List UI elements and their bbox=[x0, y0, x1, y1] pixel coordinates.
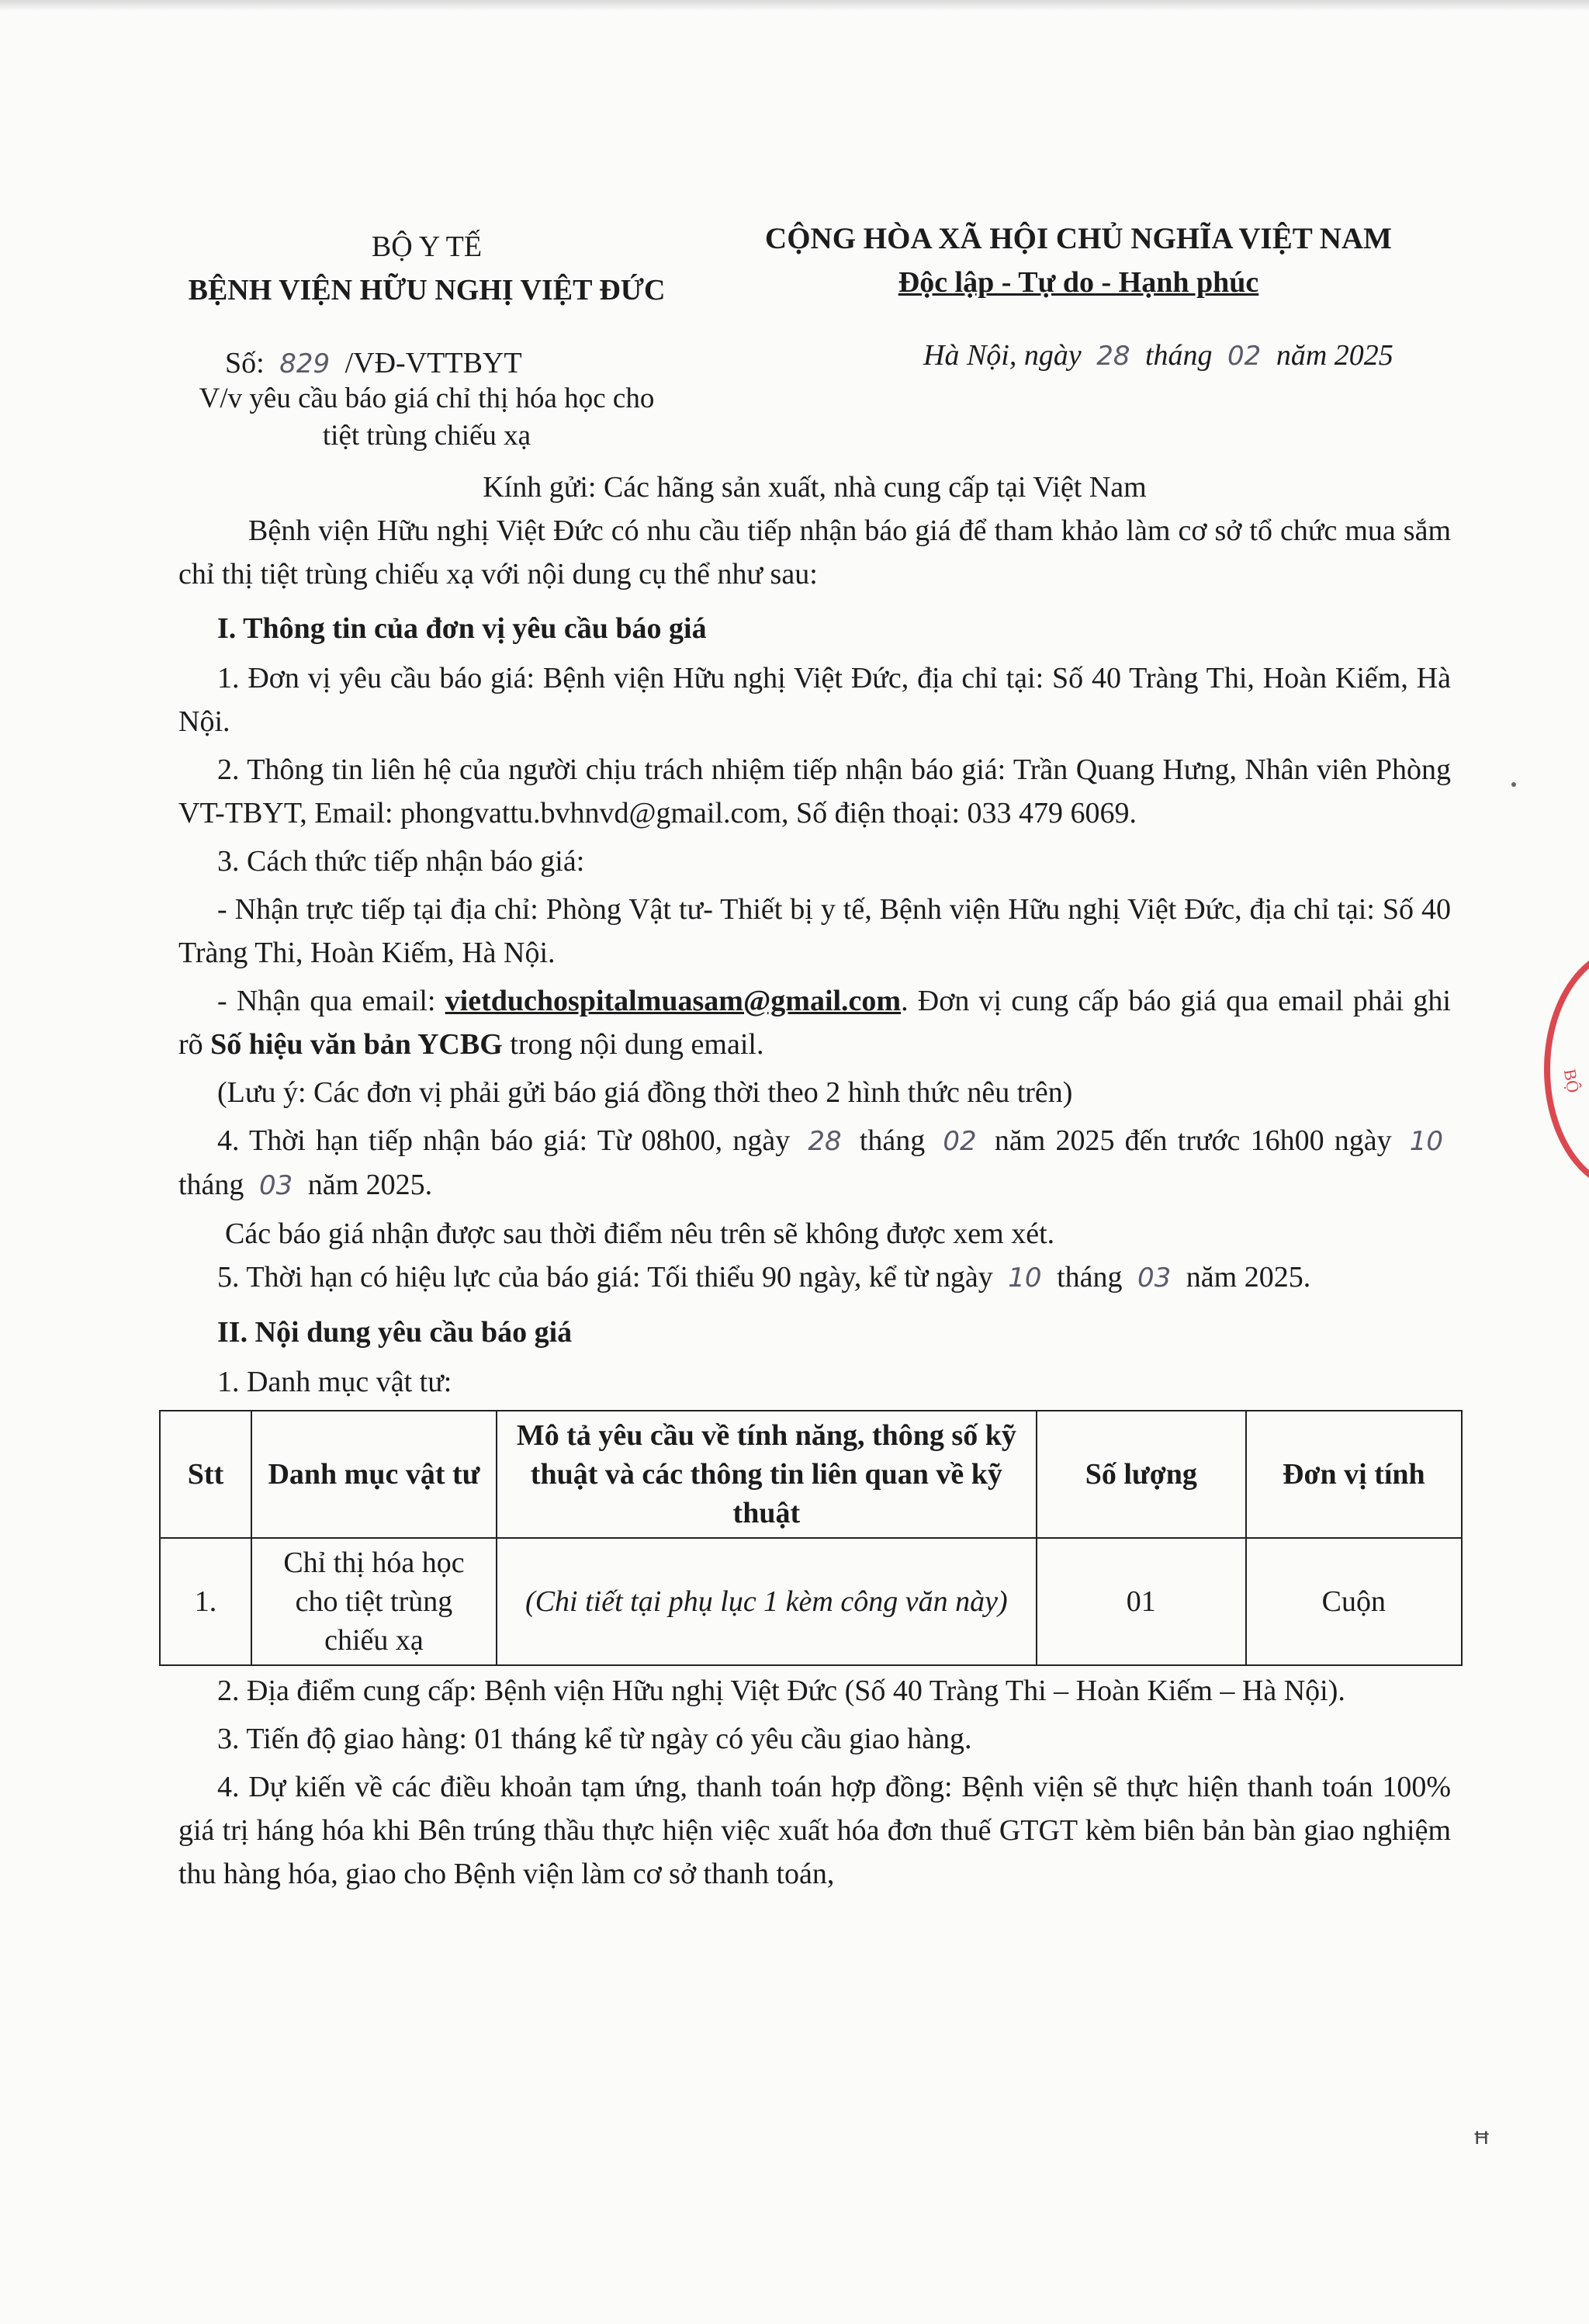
section-1-title: I. Thông tin của đơn vị yêu cầu báo giá bbox=[217, 612, 707, 645]
item-3b-prefix: - Nhận qua email: bbox=[217, 985, 436, 1017]
list-title: 1. Danh mục vật tư: bbox=[217, 1366, 452, 1398]
item-3b-mid: . Đơn vị cung cấp báo giá qua email phải ghi rõ bbox=[178, 985, 1451, 1061]
number-handwritten: 829 bbox=[279, 348, 331, 379]
item-4 bbox=[178, 1119, 1451, 1207]
item-4-day-2: 10 bbox=[1409, 1126, 1444, 1157]
date-prefix: Hà Nội, ngày bbox=[923, 339, 1082, 372]
col-header-stt: Stt bbox=[160, 1411, 251, 1538]
recipient-line: Kính gửi: Các hãng sản xuất, nhà cung cấp tại Việt Nam bbox=[483, 471, 1147, 504]
table-row bbox=[160, 1538, 1462, 1665]
date-month-label: tháng bbox=[1144, 339, 1213, 372]
item-5 bbox=[178, 1256, 1451, 1300]
items-table bbox=[159, 1410, 1463, 1666]
item-4-month-1: 02 bbox=[943, 1126, 977, 1157]
item-4-text-b: tháng bbox=[859, 1124, 926, 1157]
cell-desc: (Chi tiết tại phụ lục 1 kèm công văn này) bbox=[497, 1538, 1037, 1665]
date-month: 02 bbox=[1227, 341, 1262, 372]
item-4-text-a: 4. Thời hạn tiếp nhận báo giá: Từ 08h00, ngày bbox=[217, 1124, 791, 1157]
margin-dot bbox=[1511, 782, 1516, 787]
hospital-name: BỆNH VIỆN HỮU NGHỊ VIỆT ĐỨC bbox=[188, 274, 666, 307]
item-4-month-2: 03 bbox=[258, 1170, 293, 1201]
item-5-month: 03 bbox=[1137, 1262, 1172, 1294]
date-line bbox=[923, 334, 1393, 378]
document-header bbox=[178, 222, 1451, 458]
scan-edge bbox=[0, 0, 1589, 11]
cell-unit: Cuộn bbox=[1246, 1538, 1462, 1665]
stamp-text: BỘ bbox=[1560, 1067, 1584, 1095]
submission-email-link[interactable]: vietduchospitalmuasam@gmail.com bbox=[445, 985, 902, 1017]
item-3a: - Nhận trực tiếp tại địa chỉ: Phòng Vật tư- Thiết bị y tế, Bệnh viện Hữu nghị Việt Đức, địa chỉ tại: Số 40 Tràng Thi, Hoàn Kiếm, Hà Nội. bbox=[178, 893, 1451, 969]
handwritten-mark: ꟸ bbox=[1473, 2126, 1491, 2162]
item-4-day-1: 28 bbox=[808, 1126, 842, 1157]
item-4-text-d: tháng bbox=[178, 1169, 244, 1201]
document-content bbox=[178, 222, 1451, 1900]
number-label: Số: bbox=[225, 347, 265, 379]
note-line: (Lưu ý: Các đơn vị phải gửi báo giá đồng thời theo 2 hình thức nêu trên) bbox=[217, 1076, 1073, 1109]
section-2-title: II. Nội dung yêu cầu báo giá bbox=[217, 1316, 573, 1349]
ministry-name: BỘ Y TẾ bbox=[371, 230, 483, 263]
item-5-text-a: 5. Thời hạn có hiệu lực của báo giá: Tối thiểu 90 ngày, kể từ ngày bbox=[217, 1261, 993, 1294]
cell-qty: 01 bbox=[1037, 1538, 1246, 1665]
item-5-day: 10 bbox=[1008, 1262, 1042, 1294]
item-4-text-e: năm 2025. bbox=[307, 1169, 433, 1201]
number-suffix: /VĐ-VTTBYT bbox=[344, 347, 522, 379]
document-number bbox=[225, 341, 522, 386]
col-header-qty: Số lượng bbox=[1037, 1411, 1246, 1538]
after-item-4: 4. Dự kiến về các điều khoản tạm ứng, thanh toán hợp đồng: Bệnh viện sẽ thực hiện thanh toán 100% giá trị háng hóa khi Bên trúng thầu thực hiện việc xuất hóa đơn thuế GTGT kèm biên bản bàn giao nghiệm thu hàng hóa, giao cho Bệnh viện làm cơ sở thanh toán, bbox=[178, 1771, 1451, 1890]
after-item-3: 3. Tiến độ giao hàng: 01 tháng kể từ ngày có yêu cầu giao hàng. bbox=[217, 1723, 972, 1755]
cell-name: Chỉ thị hóa học cho tiệt trùng chiếu xạ bbox=[251, 1538, 497, 1665]
item-4-text-c: năm 2025 đến trước 16h00 ngày bbox=[994, 1124, 1392, 1157]
item-4-note: Các báo giá nhận được sau thời điểm nêu trên sẽ không được xem xét. bbox=[225, 1217, 1055, 1250]
col-header-name: Danh mục vật tư bbox=[251, 1411, 497, 1538]
date-year: năm 2025 bbox=[1276, 339, 1393, 372]
item-3: 3. Cách thức tiếp nhận báo giá: bbox=[217, 845, 585, 878]
country-name: CỘNG HÒA XÃ HỘI CHỦ NGHĨA VIỆT NAM bbox=[765, 222, 1392, 255]
col-header-unit: Đơn vị tính bbox=[1246, 1411, 1462, 1538]
item-3b-suffix: trong nội dung email. bbox=[510, 1028, 764, 1061]
subject-block bbox=[147, 380, 706, 455]
item-5-text-c: năm 2025. bbox=[1186, 1261, 1311, 1294]
after-item-2: 2. Địa điểm cung cấp: Bệnh viện Hữu nghị Việt Đức (Số 40 Tràng Thi – Hoàn Kiếm – Hà Nội). bbox=[217, 1675, 1345, 1707]
subject-line-2: tiệt trùng chiếu xạ bbox=[322, 420, 531, 452]
item-3b-bold: Số hiệu văn bản YCBG bbox=[210, 1028, 503, 1061]
subject-line-1: V/v yêu cầu báo giá chỉ thị hóa học cho bbox=[199, 383, 655, 414]
item-2: 2. Thông tin liên hệ của người chịu trách nhiệm tiếp nhận báo giá: Trần Quang Hưng, Nhân viên Phòng VT-TBYT, Email: phongvattu.bvhnvd@gmail.com, Số điện thoại: 033 479 6069. bbox=[178, 753, 1451, 830]
national-heading bbox=[691, 217, 1466, 304]
col-header-desc: Mô tả yêu cầu về tính năng, thông số kỹ thuật và các thông tin liên quan về kỹ thuật bbox=[497, 1411, 1037, 1538]
date-day: 28 bbox=[1096, 341, 1130, 372]
item-3b bbox=[178, 979, 1451, 1066]
table-header-row bbox=[160, 1411, 1462, 1538]
issuer-block bbox=[147, 225, 706, 312]
national-motto: Độc lập - Tự do - Hạnh phúc bbox=[898, 266, 1259, 299]
item-1: 1. Đơn vị yêu cầu báo giá: Bệnh viện Hữu nghị Việt Đức, địa chỉ tại: Số 40 Tràng Thi, Hoàn Kiếm, Hà Nội. bbox=[178, 662, 1451, 738]
item-5-text-b: tháng bbox=[1057, 1261, 1123, 1294]
cell-stt: 1. bbox=[160, 1538, 251, 1665]
intro-paragraph: Bệnh viện Hữu nghị Việt Đức có nhu cầu tiếp nhận báo giá để tham khảo làm cơ sở tổ chức mua sắm chỉ thị tiệt trùng chiếu xạ với nội dung cụ thể như sau: bbox=[178, 514, 1451, 591]
